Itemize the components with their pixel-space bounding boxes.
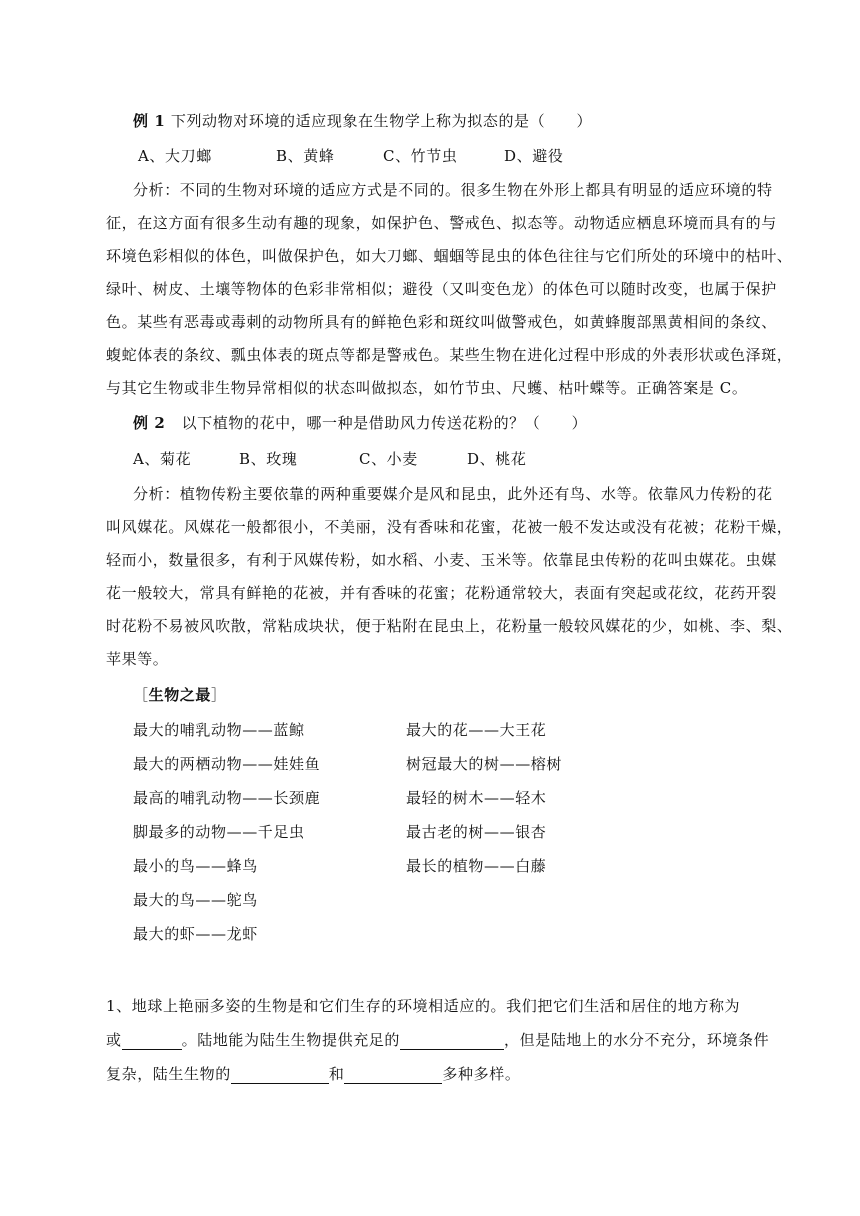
analysis-1-line: 色。某些有恶毒或毒刺的动物所具有的鲜艳色彩和斑纹叫做警戒色，如黄蜂腹部黑黄相间的条纹、 <box>106 313 777 331</box>
record-left: 最大的鸟——鸵鸟 <box>133 891 258 909</box>
exercise-1-line-3 <box>106 1063 520 1084</box>
analysis-2-line: 花一般较大，常具有鲜艳的花被，并有香味的花蜜；花粉通常较大，表面有突起或花纹，花药开裂 <box>106 584 777 602</box>
blank-field[interactable] <box>122 1033 182 1050</box>
blank-field[interactable] <box>400 1033 504 1050</box>
exercise-text: 多种多样。 <box>442 1065 521 1083</box>
option-a: A、大刀螂 <box>138 147 212 165</box>
exercise-text: 复杂，陆生生物的 <box>106 1065 231 1083</box>
example-1-text: 下列动物对环境的适应现象在生物学上称为拟态的是（ ） <box>170 112 593 130</box>
example-2-options <box>133 448 526 469</box>
records-bracket-open: ［ <box>133 686 149 704</box>
analysis-1-line: 绿叶、树皮、土壤等物体的色彩非常相似；避役（又叫变色龙）的体色可以随时改变，也属于保护 <box>106 280 777 298</box>
record-left: 最大的两栖动物——娃娃鱼 <box>133 755 321 773</box>
example-2-text: 以下植物的花中，哪一种是借助风力传送花粉的？（ ） <box>181 414 588 432</box>
records-heading <box>133 684 227 705</box>
analysis-2-line: 时花粉不易被风吹散，常粘成块状，便于粘附在昆虫上，花粉量一般较风媒花的少，如桃、李、梨、 <box>106 617 793 635</box>
analysis-1-line: 环境色彩相似的体色，叫做保护色，如大刀螂、蝈蝈等昆虫的体色往往与它们所处的环境中的枯叶、 <box>106 247 793 265</box>
example-2-question <box>133 412 587 433</box>
option-c: C、竹节虫 <box>383 147 458 165</box>
exercise-1-line-1: 1、地球上艳丽多姿的生物是和它们生存的环境相适应的。我们把它们生活和居住的地方称为 <box>106 997 741 1015</box>
analysis-1-line: 分析：不同的生物对环境的适应方式是不同的。很多生物在外形上都具有明显的适应环境的特 <box>133 181 773 199</box>
analysis-2-line: 叫风媒花。风媒花一般都很小，不美丽，没有香味和花蜜，花被一般不发达或没有花被；花粉干燥， <box>106 518 793 536</box>
record-left: 最高的哺乳动物——长颈鹿 <box>133 789 321 807</box>
exercise-text: 和 <box>328 1065 345 1083</box>
option-a: A、菊花 <box>133 450 192 468</box>
record-left: 最大的哺乳动物——蓝鲸 <box>133 721 305 739</box>
analysis-2-line: 分析：植物传粉主要依靠的两种重要媒介是风和昆虫，此外还有鸟、水等。依靠风力传粉的花 <box>133 485 773 503</box>
analysis-2-line: 苹果等。 <box>106 650 169 668</box>
records-title: 生物之最 <box>148 686 212 704</box>
record-right: 树冠最大的树——榕树 <box>406 755 563 773</box>
record-right: 最轻的树木——轻木 <box>406 789 547 807</box>
analysis-1-line: 征，在这方面有很多生动有趣的现象，如保护色、警戒色、拟态等。动物适应栖息环境而具有的与 <box>106 214 777 232</box>
option-b: B、玫瑰 <box>239 450 298 468</box>
example-2-label: 例 2 <box>133 414 166 432</box>
records-bracket-close: ］ <box>211 686 227 704</box>
option-b: B、黄蜂 <box>276 147 335 165</box>
record-right: 最大的花——大王花 <box>406 721 547 739</box>
record-left: 最大的虾——龙虾 <box>133 925 258 943</box>
exercise-text: 。陆地能为陆生生物提供充足的 <box>181 1031 401 1049</box>
exercise-1-line-2 <box>106 1029 769 1050</box>
example-1-options <box>138 145 563 166</box>
example-1-label: 例 1 <box>133 112 166 130</box>
analysis-2-line: 轻而小，数量很多，有利于风媒传粉，如水稻、小麦、玉米等。依靠昆虫传粉的花叫虫媒花。虫媒 <box>106 551 777 569</box>
option-d: D、桃花 <box>467 450 527 468</box>
exercise-text: 或 <box>106 1031 122 1049</box>
option-d: D、避役 <box>504 147 564 165</box>
analysis-1-line: 蝮蛇体表的条纹、瓢虫体表的斑点等都是警戒色。某些生物在进化过程中形成的外表形状或色泽斑， <box>106 346 793 364</box>
record-right: 最长的植物——白藤 <box>406 857 547 875</box>
blank-field[interactable] <box>344 1067 442 1084</box>
example-1-question <box>133 110 592 131</box>
analysis-1-line: 与其它生物或非生物异常相似的状态叫做拟态，如竹节虫、尺蠖、枯叶蝶等。正确答案是 C。 <box>106 379 748 397</box>
record-right: 最古老的树——银杏 <box>406 823 547 841</box>
record-left: 最小的鸟——蜂鸟 <box>133 857 258 875</box>
blank-field[interactable] <box>231 1067 329 1084</box>
record-left: 脚最多的动物——千足虫 <box>133 823 305 841</box>
option-c: C、小麦 <box>359 450 418 468</box>
exercise-text: ，但是陆地上的水分不充分，环境条件 <box>504 1031 770 1049</box>
